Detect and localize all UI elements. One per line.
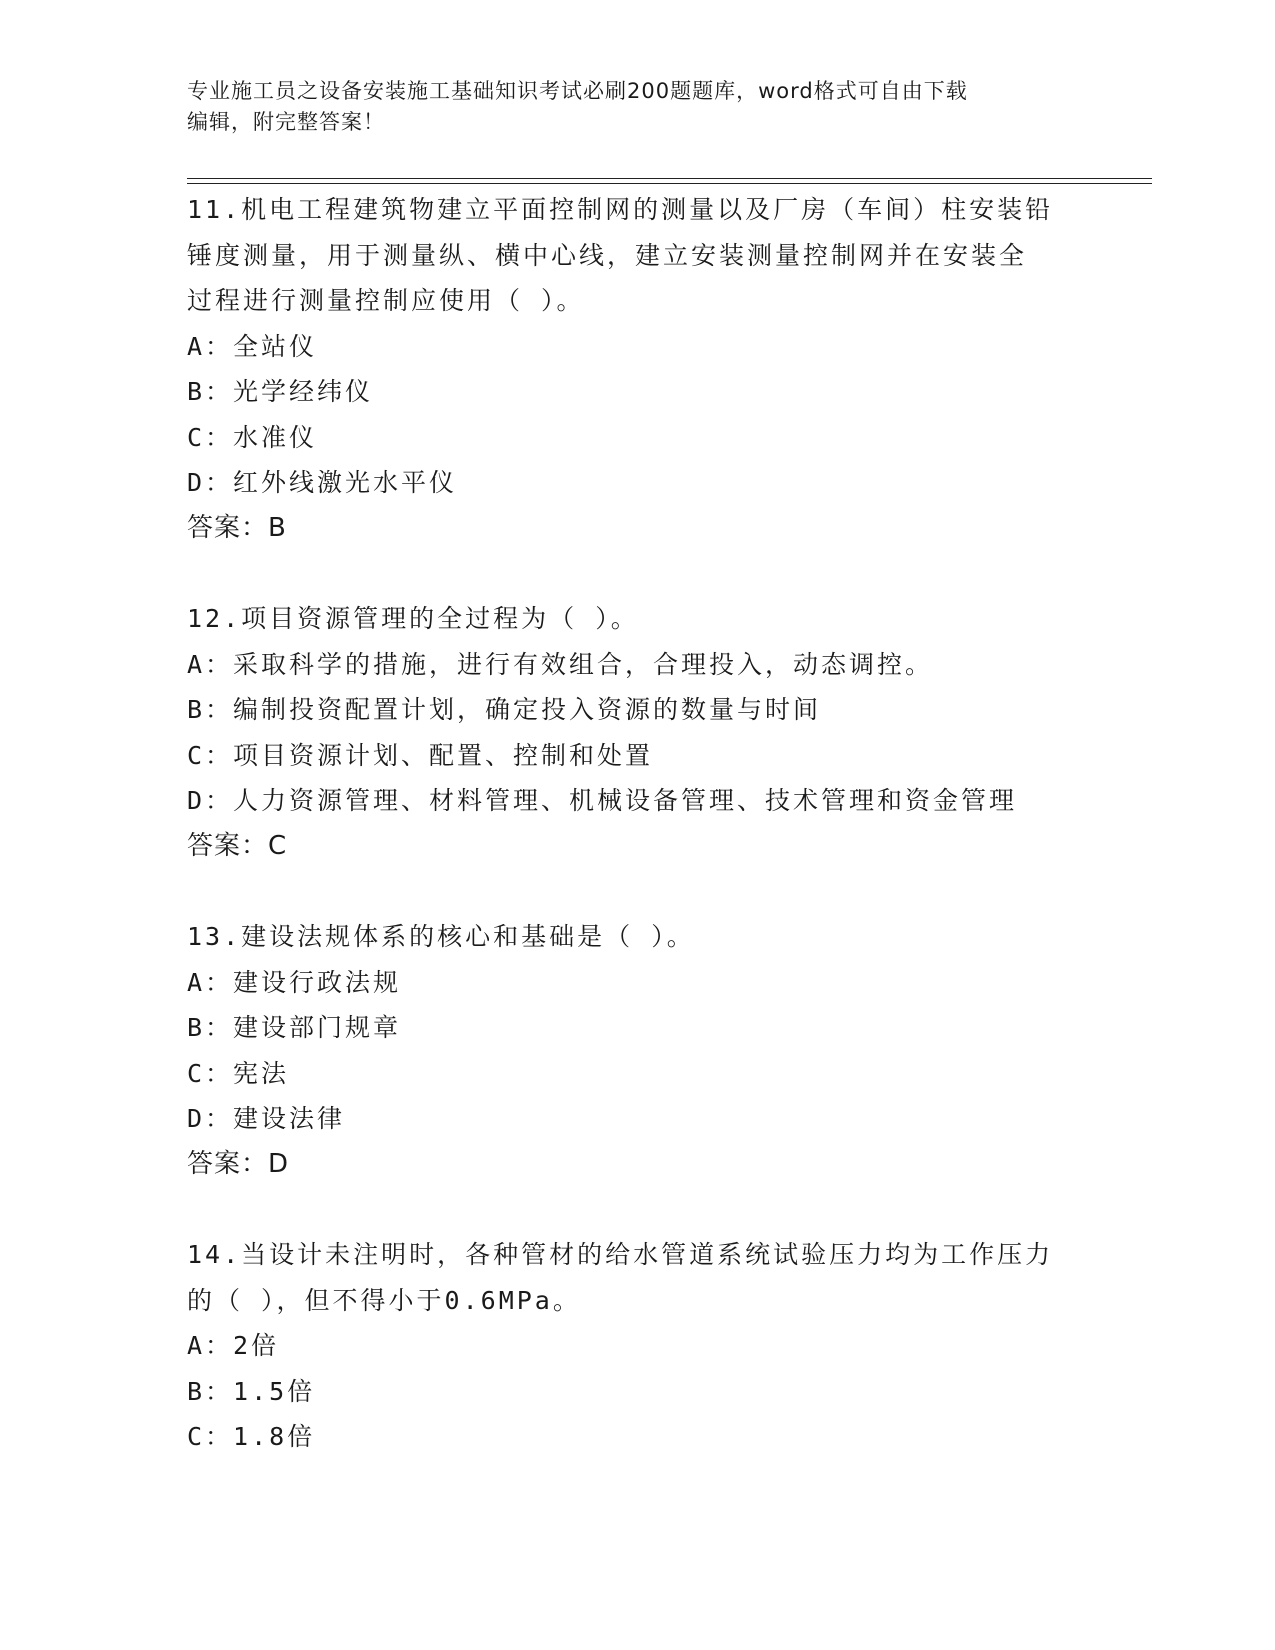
option-c: C：1.8倍 — [187, 1422, 316, 1451]
option-b: B：1.5倍 — [187, 1376, 316, 1406]
answer-line: 答案：B — [187, 512, 287, 543]
option-c: C：水准仪 — [187, 422, 318, 452]
question-stem-line: 11.机电工程建筑物建立平面控制网的测量以及厂房（车间）柱安装铅 — [187, 195, 1054, 224]
question-stem-line: 锤度测量，用于测量纵、横中心线，建立安装测量控制网并在安装全 — [187, 240, 1028, 270]
answer-line: 答案：C — [187, 830, 288, 861]
question-stem-line: 13.建设法规体系的核心和基础是（ ）。 — [187, 922, 695, 951]
question-11 — [187, 187, 1087, 551]
question-stem-line: 的（ ），但不得小于0.6MPa。 — [187, 1285, 581, 1315]
option-d: D：红外线激光水平仪 — [187, 468, 458, 497]
option-b: B：光学经纬仪 — [187, 377, 374, 406]
option-a: A：全站仪 — [187, 331, 318, 361]
option-d: D：建设法律 — [187, 1104, 346, 1133]
option-a: A：建设行政法规 — [187, 967, 402, 997]
option-b: B：建设部门规章 — [187, 1013, 402, 1042]
option-b: B：编制投资配置计划，确定投入资源的数量与时间 — [187, 695, 822, 724]
question-stem-line: 过程进行测量控制应使用（ ）。 — [187, 286, 585, 315]
header-divider-bottom — [187, 183, 1152, 184]
option-d: D：人力资源管理、材料管理、机械设备管理、技术管理和资金管理 — [187, 786, 1018, 815]
document-header — [187, 76, 1087, 138]
question-14 — [187, 1232, 1087, 1460]
question-stem-line: 14.当设计未注明时，各种管材的给水管道系统试验压力均为工作压力 — [187, 1240, 1054, 1269]
answer-line: 答案：D — [187, 1148, 290, 1179]
header-divider-top — [187, 178, 1152, 179]
option-a: A：采取科学的措施，进行有效组合，合理投入，动态调控。 — [187, 649, 934, 679]
question-stem-line: 12.项目资源管理的全过程为（ ）。 — [187, 604, 639, 633]
option-a: A：2倍 — [187, 1331, 280, 1360]
question-13 — [187, 914, 1087, 1187]
question-12 — [187, 596, 1087, 869]
header-line-1: 专业施工员之设备安装施工基础知识考试必刷200题题库，word格式可自由下载 — [187, 79, 968, 103]
option-c: C：宪法 — [187, 1058, 290, 1088]
option-c: C：项目资源计划、配置、控制和处置 — [187, 740, 654, 770]
header-line-2: 编辑，附完整答案！ — [187, 110, 385, 134]
